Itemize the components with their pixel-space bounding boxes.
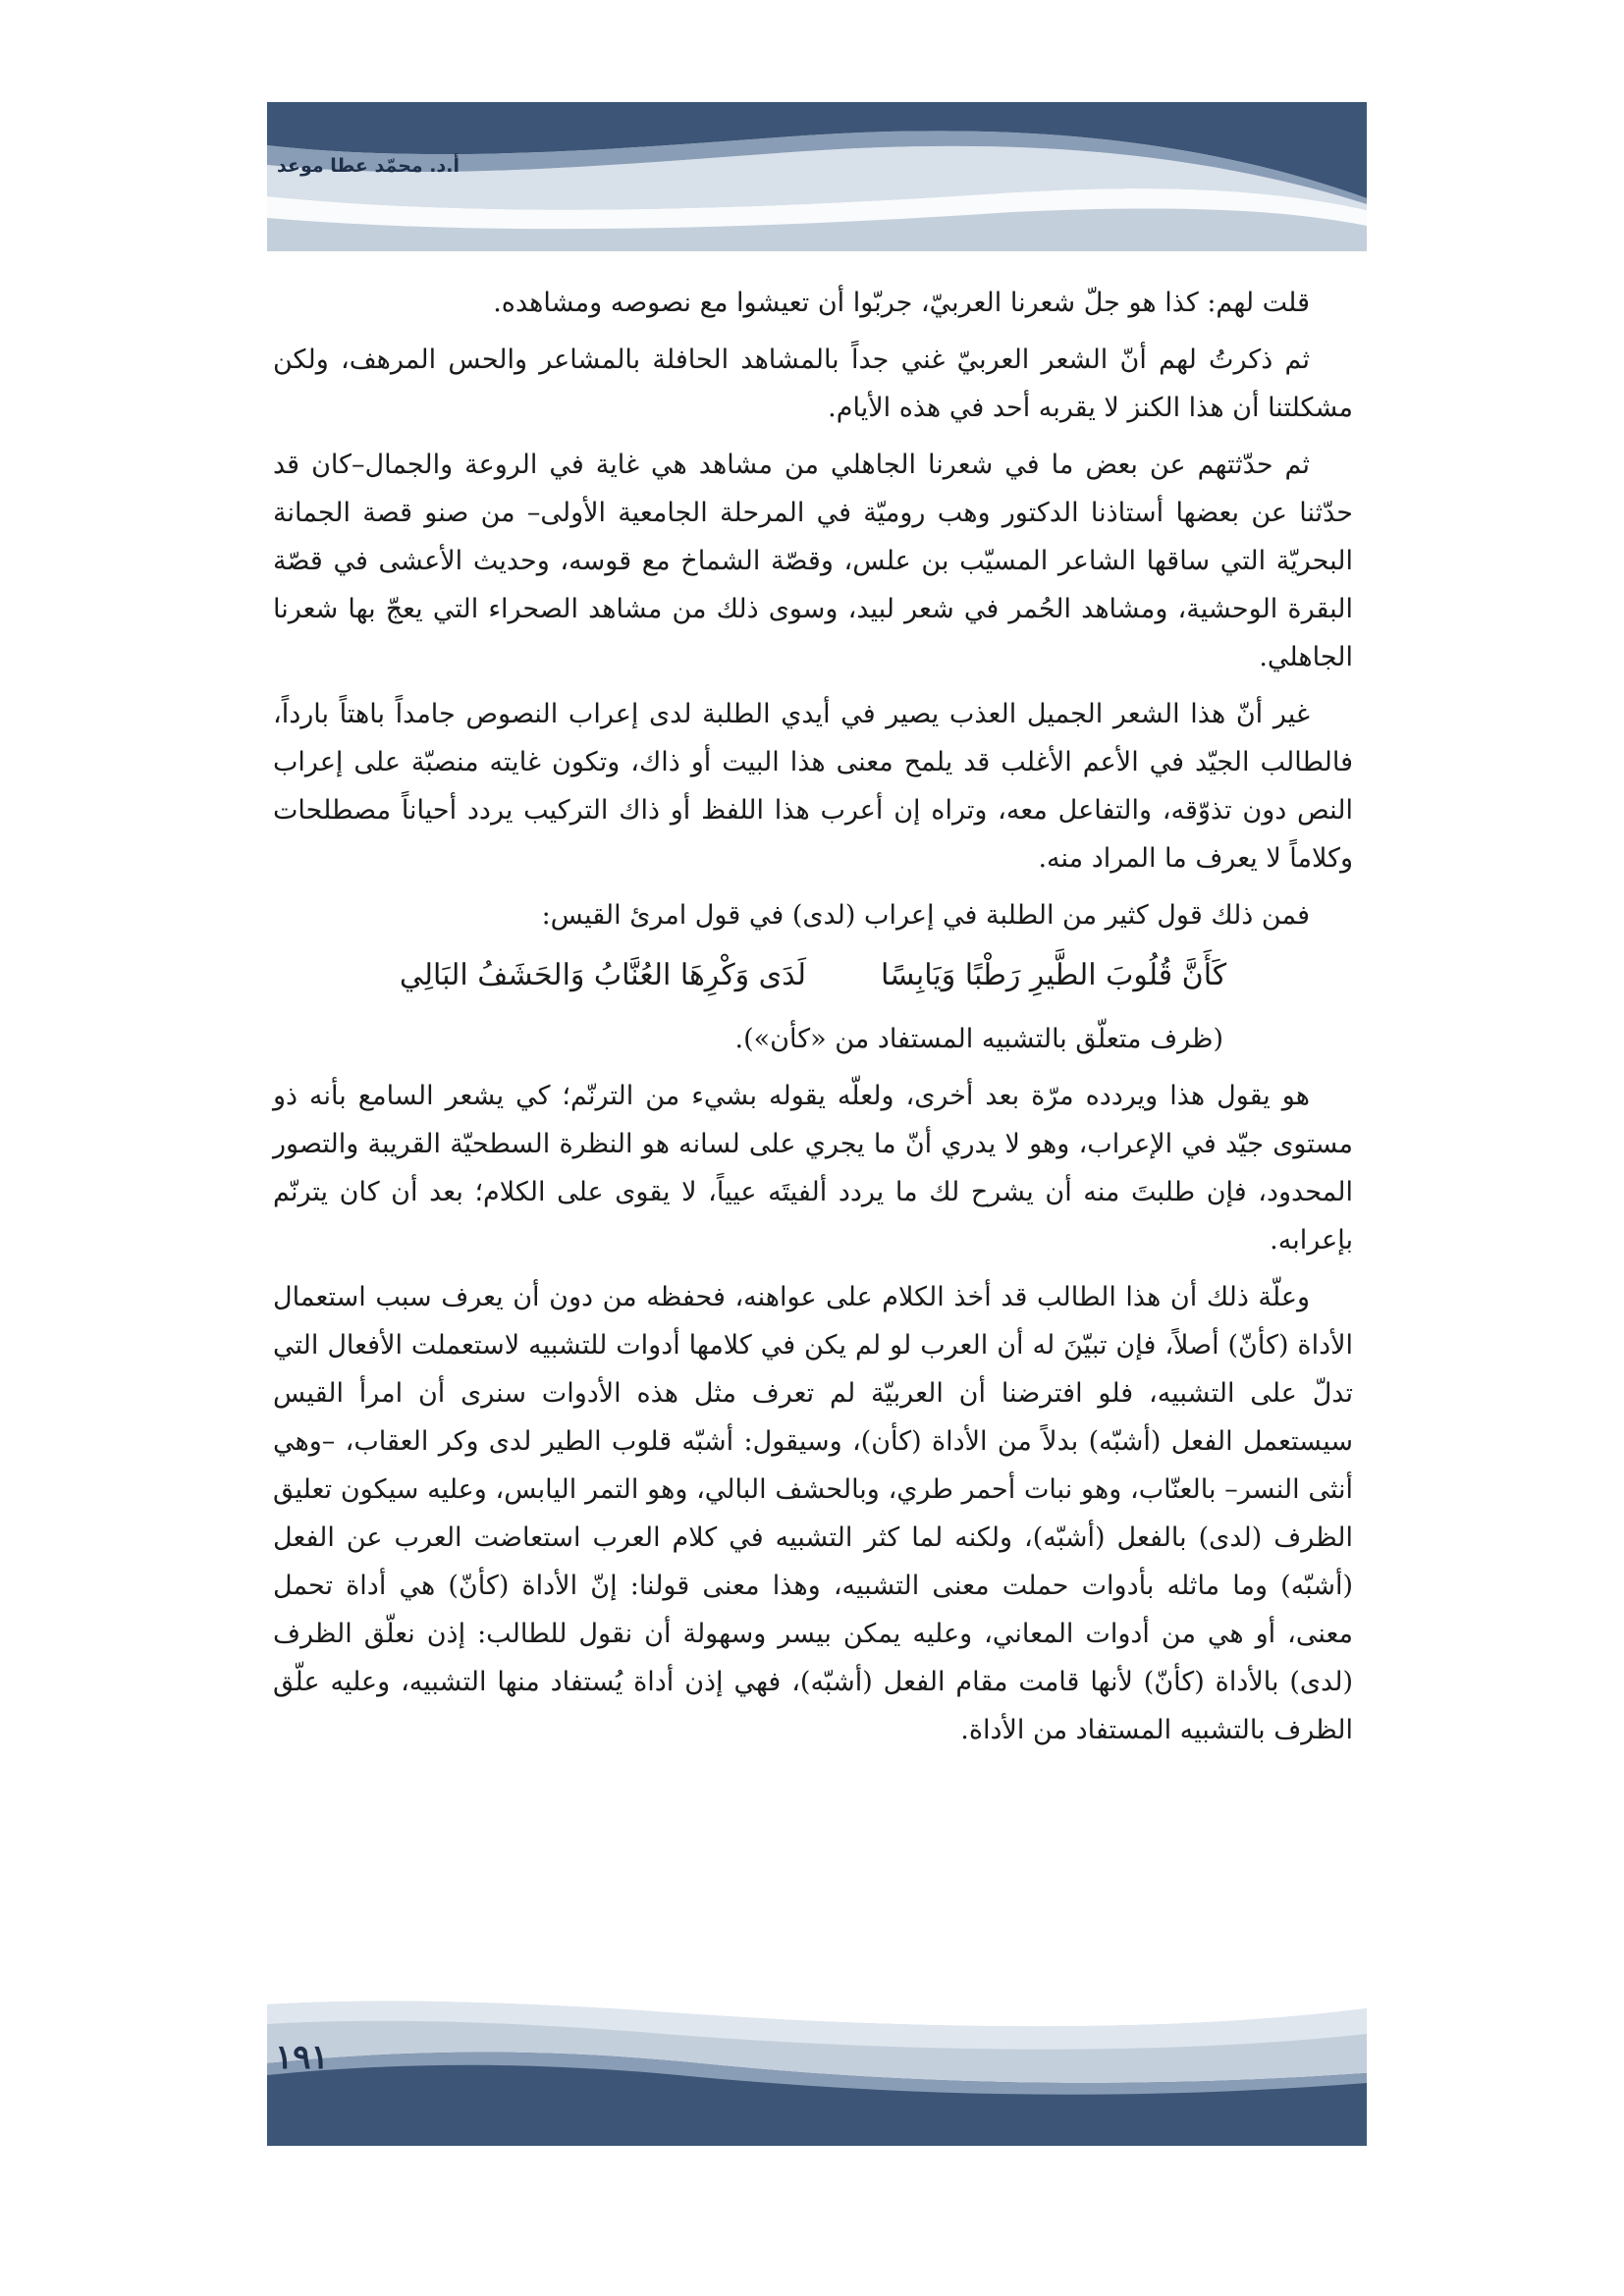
paragraph-6-grammar-note: (ظرف متعلّق بالتشبيه المستفاد من «كأن»). <box>734 1024 1223 1054</box>
paragraph-2: ثم ذكرتُ لهم أنّ الشعر العربيّ غني جداً بالمشاهد الحافلة بالمشاعر والحس المرهف، ولكن مشكلتنا أن هذا الكنز لا يقربه أحد في هذه الأيام. <box>273 345 1353 423</box>
header-author-name: أ.د. محمّد عطا موعد <box>277 155 460 177</box>
poem-verse <box>273 948 1353 1003</box>
paragraph-7: هو يقول هذا ويردده مرّة بعد أخرى، ولعلّه يقوله بشيء من الترنّم؛ كي يشعر السامع بأنه ذو مستوى جيّد في الإعراب، وهو لا يدري أنّ ما يجري على لسانه هو النظرة السطحيّة القريبة والتصور المحدود، فإن طلبتَ منه أن يشرح لك ما يردد ألفيتَه عيياً، لا يقوى على الكلام؛ بعد أن كان يترنّم بإعرابه. <box>273 1081 1353 1255</box>
paragraph-4: غير أنّ هذا الشعر الجميل العذب يصير في أيدي الطلبة لدى إعراب النصوص جامداً باهتاً بارداً، فالطالب الجيّد في الأعم الأغلب قد يلمح معنى هذا البيت أو ذاك، وتكون غايته منصبّة على إعراب النص دون تذوّقه، والتفاعل معه، وتراه إن أعرب هذا اللفظ أو ذاك التركيب يردد أحياناً مصطلحات وكلاماً لا يعرف ما المراد منه. <box>273 699 1353 874</box>
verse-second-hemistich: لَدَى وَكْرِهَا العُنَّابُ وَالحَشَفُ البَالِي <box>399 958 807 992</box>
header-wave-band <box>267 102 1367 251</box>
paragraph-3: ثم حدّثتهم عن بعض ما في شعرنا الجاهلي من مشاهد هي غاية في الروعة والجمال–كان قد حدّثنا عن بعضها أستاذنا الدكتور وهب روميّة في المرحلة الجامعية الأولى– من صنو قصة الجمانة البحريّة التي ساقها الشاعر المسيّب بن علس، وقصّة الشماخ مع قوسه، وحديث الأعشى في قصّة البقرة الوحشية، ومشاهد الحُمر في شعر لبيد، وسوى ذلك من مشاهد الصحراء التي يعجّ بها شعرنا الجاهلي. <box>273 450 1353 672</box>
paragraph-8: وعلّة ذلك أن هذا الطالب قد أخذ الكلام على عواهنه، فحفظه من دون أن يعرف سبب استعمال الأداة (كأنّ) أصلاً، فإن تبيّنَ له أن العرب لو لم يكن في كلامها أدوات للتشبيه لاستعملت الأفعال التي تدلّ على التشبيه، فلو افترضنا أن العربيّة لم تعرف مثل هذه الأدوات سنرى أن امرأ القيس سيستعمل الفعل (أشبّه) بدلاً من الأداة (كأن)، وسيقول: أشبّه قلوب الطير لدى وكر العقاب، –وهي أنثى النسر– بالعنّاب، وهو نبات أحمر طري، وبالحشف البالي، وهو التمر اليابس، وعليه سيكون تعليق الظرف (لدى) بالفعل (أشبّه)، ولكنه لما كثر التشبيه في كلام العرب استعاضت العرب عن الفعل (أشبّه) وما ماثله بأدوات حملت معنى التشبيه، وهذا معنى قولنا: إنّ الأداة (كأنّ) هي أداة تحمل معنى، أو هي من أدوات المعاني، وعليه يمكن بيسر وسهولة أن نقول للطالب: إذن نعلّق الظرف (لدى) بالأداة (كأنّ) لأنها قامت مقام الفعل (أشبّه)، فهي إذن أداة يُستفاد منها التشبيه، وعليه علّق الظرف بالتشبيه المستفاد من الأداة. <box>273 1282 1353 1745</box>
verse-first-hemistich: كَأَنَّ قُلُوبَ الطَّيرِ رَطْبًا وَيَابِسًا <box>881 958 1227 992</box>
footer-wave-band <box>267 1989 1367 2146</box>
paragraph-5: فمن ذلك قول كثير من الطلبة في إعراب (لدى) في قول امرئ القيس: <box>541 900 1310 931</box>
page-number: ١٩١ <box>275 2038 329 2077</box>
article-body <box>273 279 1353 1763</box>
paragraph-1: قلت لهم: كذا هو جلّ شعرنا العربيّ، جربّوا أن تعيشوا مع نصوصه ومشاهده. <box>493 288 1310 318</box>
